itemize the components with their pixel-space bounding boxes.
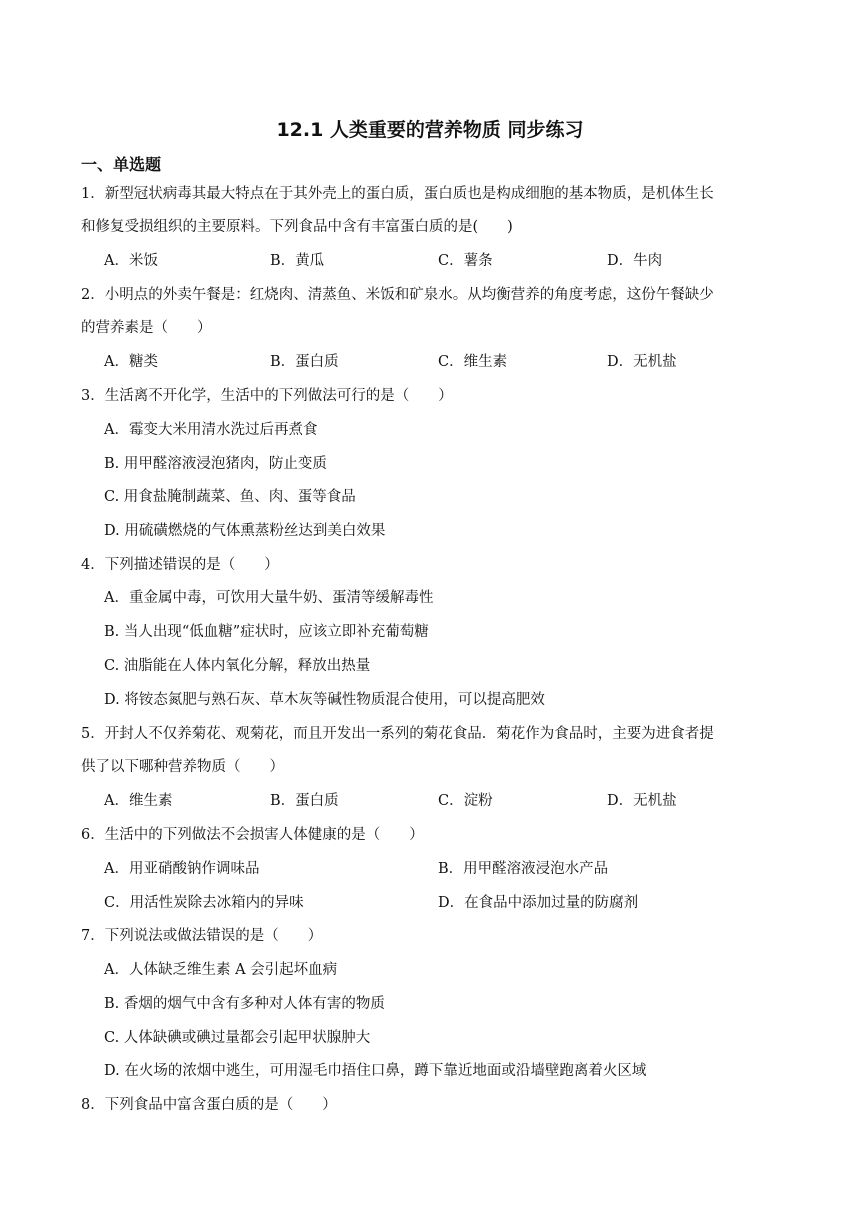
question-5-option-c: C．淀粉 (438, 793, 493, 809)
question-5-option-d: D．无机盐 (607, 793, 677, 809)
question-2-option-c: C．维生素 (438, 354, 508, 370)
question-7-option-d: D. 在火场的浓烟中逃生，可用湿毛巾捂住口鼻，蹲下靠近地面或沿墙壁跑离着火区域 (104, 1063, 647, 1079)
question-1-option-a: A．米饭 (104, 253, 158, 269)
question-6-option-a: A．用亚硝酸钠作调味品 (104, 861, 260, 877)
question-5-text: 5．开封人不仅养菊花、观菊花，而且开发出一系列的菊花食品．菊花作为食品时，主要为进食者提 (81, 726, 714, 742)
question-5-option-b: B．蛋白质 (270, 793, 339, 809)
question-7-option-a: A．人体缺乏维生素 A 会引起坏血病 (104, 962, 338, 978)
question-3-option-d: D. 用硫磺燃烧的气体熏蒸粉丝达到美白效果 (104, 523, 386, 539)
question-2-option-b: B．蛋白质 (270, 354, 339, 370)
section-heading: 一、单选题 (81, 155, 162, 174)
question-1-option-d: D．牛肉 (607, 253, 663, 269)
question-2-text: 的营养素是（ ） (81, 320, 212, 336)
question-3-option-c: C. 用食盐腌制蔬菜、鱼、肉、蛋等食品 (104, 489, 356, 505)
question-4-option-c: C. 油脂能在人体内氧化分解，释放出热量 (104, 658, 371, 674)
question-2-option-d: D．无机盐 (607, 354, 677, 370)
question-1-option-b: B．黄瓜 (270, 253, 325, 269)
question-6-text: 6．生活中的下列做法不会损害人体健康的是（ ） (81, 827, 424, 843)
question-7-option-b: B. 香烟的烟气中含有多种对人体有害的物质 (104, 996, 385, 1012)
question-1-text: 1．新型冠状病毒其最大特点在于其外壳上的蛋白质，蛋白质也是构成细胞的基本物质，是机体生长 (81, 186, 714, 202)
question-1-text: 和修复受损组织的主要原料。下列食品中含有丰富蛋白质的是( ) (81, 219, 513, 235)
question-1-option-c: C．薯条 (438, 253, 493, 269)
page-title: 12.1 人类重要的营养物质 同步练习 (276, 119, 584, 141)
question-4-option-d: D. 将铵态氮肥与熟石灰、草木灰等碱性物质混合使用，可以提高肥效 (104, 692, 545, 708)
question-5-text: 供了以下哪种营养物质（ ） (81, 759, 284, 775)
question-4-text: 4．下列描述错误的是（ ） (81, 557, 279, 573)
question-2-option-a: A．糖类 (104, 354, 158, 370)
question-6-option-d: D．在食品中添加过量的防腐剂 (438, 895, 639, 911)
question-3-option-a: A．霉变大米用清水洗过后再煮食 (104, 422, 318, 438)
question-5-option-a: A．维生素 (104, 793, 173, 809)
question-8-text: 8．下列食品中富含蛋白质的是（ ） (81, 1097, 337, 1113)
question-6-option-b: B．用甲醛溶液浸泡水产品 (438, 861, 609, 877)
question-6-option-c: C．用活性炭除去冰箱内的异味 (104, 895, 304, 911)
question-4-option-b: B. 当人出现“低血糖”症状时，应该立即补充葡萄糖 (104, 624, 429, 640)
question-7-option-c: C. 人体缺碘或碘过量都会引起甲状腺肿大 (104, 1030, 371, 1046)
question-3-text: 3．生活离不开化学，生活中的下列做法可行的是（ ） (81, 388, 453, 404)
question-4-option-a: A．重金属中毒，可饮用大量牛奶、蛋清等缓解毒性 (104, 590, 434, 606)
question-3-option-b: B. 用甲醛溶液浸泡猪肉，防止变质 (104, 456, 327, 472)
question-2-text: 2．小明点的外卖午餐是：红烧肉、清蒸鱼、米饭和矿泉水。从均衡营养的角度考虑，这份午餐缺少 (81, 287, 714, 303)
question-7-text: 7．下列说法或做法错误的是（ ） (81, 928, 323, 944)
